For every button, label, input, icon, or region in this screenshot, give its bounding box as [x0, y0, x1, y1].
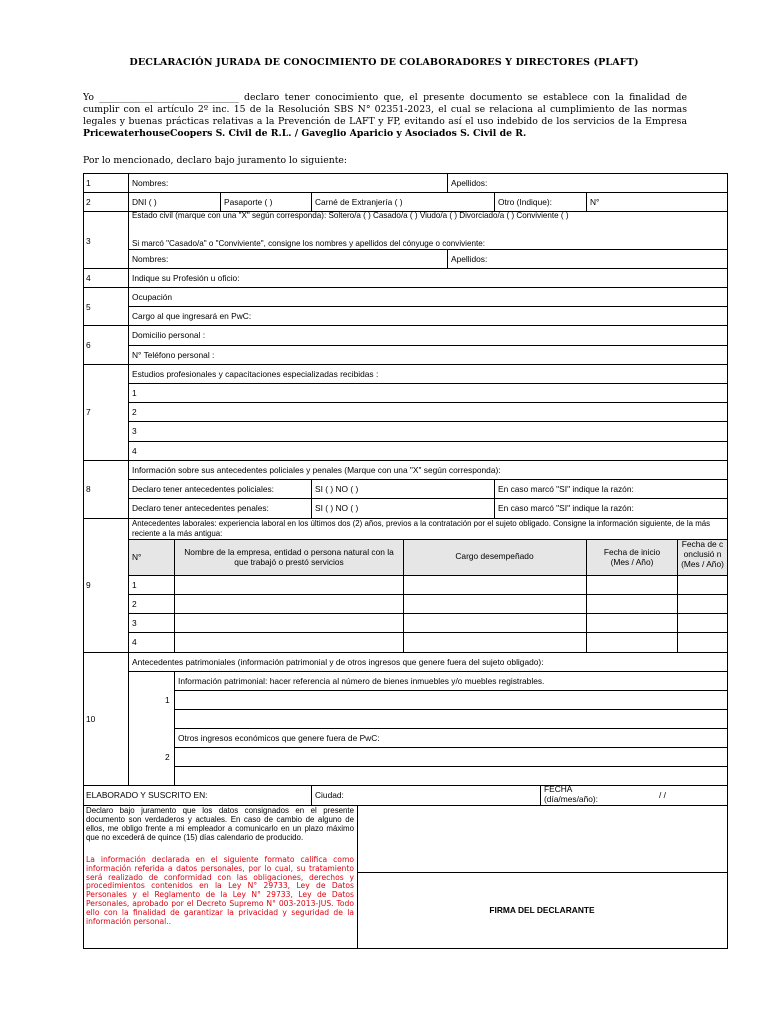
carne-extranjeria-field[interactable]: Carné de Extranjería ( ) [315, 197, 403, 207]
pasaporte-field[interactable]: Pasaporte ( ) [224, 197, 273, 207]
telefono-field[interactable]: N° Teléfono personal : [132, 350, 215, 360]
conyuge-instruction: Si marcó "Casado/a" o "Conviviente", consigne los nombres y apellidos del cónyuge o conviviente: [132, 239, 485, 248]
row-number: 2 [86, 197, 91, 207]
table-header-empresa: Nombre de la empresa, entidad o persona natural con la que trabajó o prestó servicios [184, 547, 394, 567]
legal-declaration: Declaro bajo juramento que los datos consignados en el presente documento son verdaderos y actuales. En caso de cambio de alguno de ellos, me obligo frente a mi empleador a comunicarlo en un plazo máximo que no excederá de quince (15) días calendario de producido. [86, 806, 354, 842]
domicilio-field[interactable]: Domicilio personal : [132, 330, 206, 340]
estudios-item[interactable]: 2 [132, 407, 137, 417]
dni-field[interactable]: DNI ( ) [132, 197, 157, 207]
penales-si-no[interactable]: SI ( ) NO ( ) [315, 503, 359, 513]
policiales-razon[interactable]: En caso marcó "SI" indique la razón: [498, 484, 634, 494]
sub-item-number: 1 [165, 695, 170, 705]
otro-documento-field[interactable]: Otro (Indique): [498, 197, 552, 207]
intro-yo: Yo [83, 92, 94, 103]
nombres-label[interactable]: Nombres: [132, 178, 169, 188]
data-privacy-notice: La información declarada en el siguiente formato califica como información referida a datos personales, por lo cual, su tratamiento será realizado de conformidad con las obligaciones, derechos y procedimientos contenidos en la Ley N° 29733, Ley de Datos Personales y el Reglamento de la Ley N° 29733, Ley de Datos Personales, aprobado por el Decreto Supremo N° 003-2013-JUS. Todo ello con la finalidad de garantizar la privacidad y seguridad de la información personal.. [86, 855, 354, 926]
estado-civil-field[interactable]: Estado civil (marque con una "X" según corresponda): Soltero/a ( ) Casado/a ( ) Viudo/a ( ) Divorciado/a ( ) Conviviente ( ) [132, 211, 569, 220]
table-row[interactable]: 4 [132, 637, 137, 647]
row-number: 5 [86, 302, 91, 312]
row-number: 7 [86, 407, 91, 417]
ocupacion-field[interactable]: Ocupación [132, 292, 173, 302]
fecha-field[interactable]: / / [659, 790, 666, 800]
penales-razon[interactable]: En caso marcó "SI" indique la razón: [498, 503, 634, 513]
row-number: 9 [86, 580, 91, 590]
intro-company: PricewaterhouseCoopers S. Civil de R.L. / Gaveglio Aparicio y Asociados S. Civil de R. [83, 128, 527, 139]
policiales-si-no[interactable]: SI ( ) NO ( ) [315, 484, 359, 494]
laborales-label: Antecedentes laborales: experiencia laboral en los últimos dos (2) años, previos a la contratación por el sujeto obligado. Consigne la información siguiente, de la más reciente a la más antigua: [132, 519, 711, 538]
policiales-label: Declaro tener antecedentes policiales: [132, 484, 274, 494]
page-title: DECLARACIÓN JURADA DE CONOCIMIENTO DE COLABORADORES Y DIRECTORES (PLAFT) [129, 57, 639, 68]
intro-paragraph [83, 92, 687, 140]
patrimoniales-label: Antecedentes patrimoniales (información patrimonial y de otros ingresos que genere fuera del sujeto obligado): [132, 657, 544, 667]
estudios-item[interactable]: 4 [132, 446, 137, 456]
row-number: 8 [86, 484, 91, 494]
row-number: 3 [86, 236, 91, 246]
ciudad-field[interactable]: Ciudad: [315, 790, 344, 800]
conyuge-apellidos-field[interactable]: Apellidos: [451, 254, 488, 264]
row-number: 10 [86, 714, 96, 724]
sub-item-number: 2 [165, 752, 170, 762]
fecha-label: FECHA (día/mes/año): [544, 784, 598, 804]
estudios-item[interactable]: 3 [132, 426, 137, 436]
table-row[interactable]: 1 [132, 580, 137, 590]
elaborado-label: ELABORADO Y SUSCRITO EN: [86, 790, 208, 800]
name-blank[interactable]: ______________________________ [99, 92, 239, 103]
row-number: 6 [86, 340, 91, 350]
table-header-cargo: Cargo desempeñado [455, 551, 534, 561]
numero-documento-field[interactable]: N° [590, 197, 600, 207]
table-header-nro: N° [132, 552, 142, 562]
table-row[interactable]: 3 [132, 618, 137, 628]
row-number: 4 [86, 273, 91, 283]
apellidos-label[interactable]: Apellidos: [451, 178, 488, 188]
info-patrimonial-label: Información patrimonial: hacer referencia al número de bienes inmuebles y/o muebles registrables. [178, 676, 545, 686]
declaration-text: Por lo mencionado, declaro bajo juramento lo siguiente: [83, 155, 348, 166]
conyuge-nombres-field[interactable]: Nombres: [132, 254, 169, 264]
penales-label: Declaro tener antecedentes penales: [132, 503, 269, 513]
antecedentes-info: Información sobre sus antecedentes policiales y penales (Marque con una "X" según corresponda): [132, 465, 501, 475]
table-row[interactable]: 2 [132, 599, 137, 609]
estudios-label: Estudios profesionales y capacitaciones especializadas recibidas : [132, 369, 379, 379]
table-header-fecha-inicio: Fecha de inicio (Mes / Año) [603, 547, 661, 567]
profesion-field[interactable]: Indique su Profesión u oficio: [132, 273, 240, 283]
firma-declarante[interactable]: FIRMA DEL DECLARANTE [489, 905, 595, 915]
estudios-item[interactable]: 1 [132, 388, 137, 398]
row-number: 1 [86, 178, 91, 188]
otros-ingresos-label: Otros ingresos económicos que genere fuera de PwC: [178, 733, 380, 743]
table-header-fecha-conclusion: Fecha de conclusió n (Mes / Año) [681, 539, 724, 569]
intro-text: declaro tener conocimiento que, el presente documento se establece con la finalidad de cumplir con el artículo 2º inc. 15 de la Resolución SBS N° 02351-2023, el cual se relaciona al cumplimiento de las normas legales y buenas prácticas relativas a la Prevención de LAFT y FP, evitando así el uso indebido de los servicios de la Empresa [83, 92, 687, 127]
cargo-field[interactable]: Cargo al que ingresará en PwC: [132, 311, 252, 321]
